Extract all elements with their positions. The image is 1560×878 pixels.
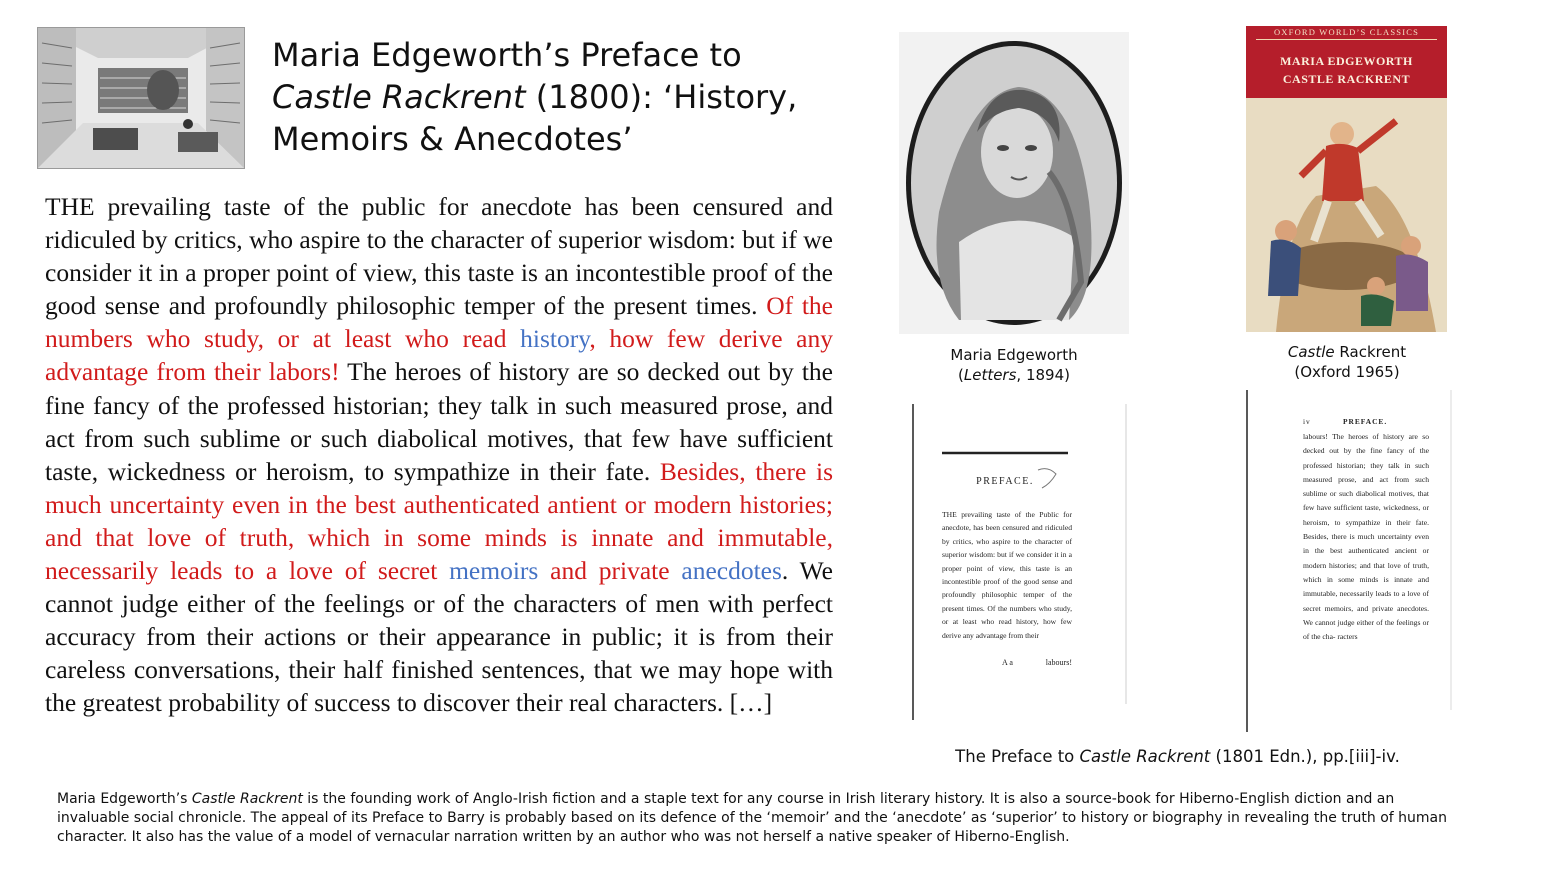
pages-caption-book: Castle Rackrent [1079, 747, 1211, 766]
cover-title: CASTLE RACKRENT [1282, 72, 1411, 86]
title-line-3: Memoirs & Anecdotes’ [272, 120, 633, 158]
quote-segment: . We cannot judge either of the feelings or of the characters of men with perfect accuracy from their actions or their appearance in public; it is from their careless conversations, their half finished sentences, that we may hope with the greatest probability of success to discover their real characters. […] [45, 556, 833, 718]
quote-highlight-red: Of the numbers who study, or at least who read [45, 291, 833, 354]
portrait-image [899, 32, 1129, 334]
preface-page-iv-scan [1245, 390, 1455, 732]
note-book-name: Castle Rackrent [191, 791, 303, 807]
scan-page-heading: PREFACE. [976, 476, 1034, 487]
cover-series-name: OXFORD WORLD’S CLASSICS [1273, 27, 1420, 37]
cover-caption [1247, 342, 1447, 382]
pages-caption-pre: The Preface to [955, 747, 1080, 766]
quote-segment: The heroes of history are so decked out by the fine fancy of the professed historian; they talk in such measured prose, and act from such sublime or such diabolical motives, that few have sufficient taste, wickedness or heroism, to sympathize in their fate. [45, 357, 833, 486]
book-cover-image [1246, 26, 1447, 332]
scan-page-number: iv [1303, 417, 1311, 426]
title-line-2-rest: (1800): ‘History, [525, 78, 798, 116]
preface-quotation [45, 190, 833, 720]
commentary-note [57, 790, 1457, 847]
scan-page-text: THE prevailing taste of the Public for anecdote, has been censured and ridiculed by critics, who aspire to the character of superior wisdom: but if we consider it in a proper point of view, this taste is an incontestible proof of the good sense and profoundly philosophic temper of the present times. Of the numbers who study, or at least who read history, how few derive any advantage from their [942, 510, 1072, 640]
library-engraving-image [37, 27, 245, 169]
quote-keyword-memoirs: memoirs [449, 556, 539, 586]
note-pre: Maria Edgeworth’s [57, 791, 192, 807]
portrait-caption-source: Letters [963, 366, 1017, 384]
quote-segment: THE prevailing taste of the public for anecdote has been censured and ridiculed by critics, who aspire to the character of superior wisdom: but if we consider it in a proper point of view, this taste is an incontestible proof of the good sense and profoundly philosophic temper of the present times. [45, 192, 833, 321]
scan-page-signature: A a [1002, 658, 1013, 667]
slide-title [272, 34, 852, 160]
quote-keyword-anecdotes: anecdotes [681, 556, 782, 586]
quote-highlight-red: , how few derive any advantage from their labors! [45, 324, 833, 387]
cover-caption-edition: (Oxford 1965) [1294, 363, 1400, 381]
scan-page-heading: PREFACE. [1343, 417, 1388, 426]
pages-caption-post: (1801 Edn.), pp.[iii]-iv. [1210, 747, 1400, 766]
portrait-caption-year: , 1894) [1016, 366, 1070, 384]
quote-keyword-history: history [520, 324, 590, 354]
title-book-name: Castle Rackrent [272, 78, 526, 116]
scan-page-catchword: labours! [1045, 658, 1072, 667]
cover-author: MARIA EDGEWORTH [1280, 54, 1413, 68]
quote-highlight-red: and private [538, 556, 682, 586]
preface-page-iii-scan [910, 404, 1130, 730]
pages-caption [900, 747, 1455, 767]
title-line-1: Maria Edgeworth’s Preface to [272, 36, 742, 74]
portrait-caption-name: Maria Edgeworth [950, 346, 1078, 364]
note-body: is the founding work of Anglo-Irish fiction and a staple text for any course in Irish literary history. It is also a source-book for Hiberno-English diction and an invaluable social chronicle. The appeal of its Preface to Barry is probably based on its defence of the ‘memoir’ and the ‘anecdote’ as ‘superior’ to history or biography in revealing the truth of human character. It also has the value of a model of vernacular narration written by an author who was not herself a native speaker of Hiberno-English. [57, 791, 1448, 845]
cover-caption-rest: Rackrent [1334, 343, 1407, 361]
portrait-caption [914, 345, 1114, 385]
quote-highlight-red: Besides, there is much uncertainty even in the best authenticated antient or modern histories; and that love of truth, which in some minds is innate and immutable, necessarily leads to a love of secret [45, 456, 833, 586]
caption-paren-open: ( [958, 366, 964, 384]
cover-rule [1256, 39, 1437, 40]
cover-caption-italic: Castle [1287, 343, 1335, 361]
scan-page-text: labours! The heroes of history are so decked out by the fine fancy of the professed historian; they talk in such measured prose, and act from such sublime or such diabolical motives, that few have sufficient taste, wickedness, or heroism, to sympathize in their fate. Besides, there is much uncertainty even in the best authenticated ancient or modern histories; and that love of truth, which in some minds is innate and immutable, necessarily leads to a love of secret memoirs, and private anecdotes. We cannot judge either of the feelings or of the cha- racters [1303, 432, 1429, 642]
